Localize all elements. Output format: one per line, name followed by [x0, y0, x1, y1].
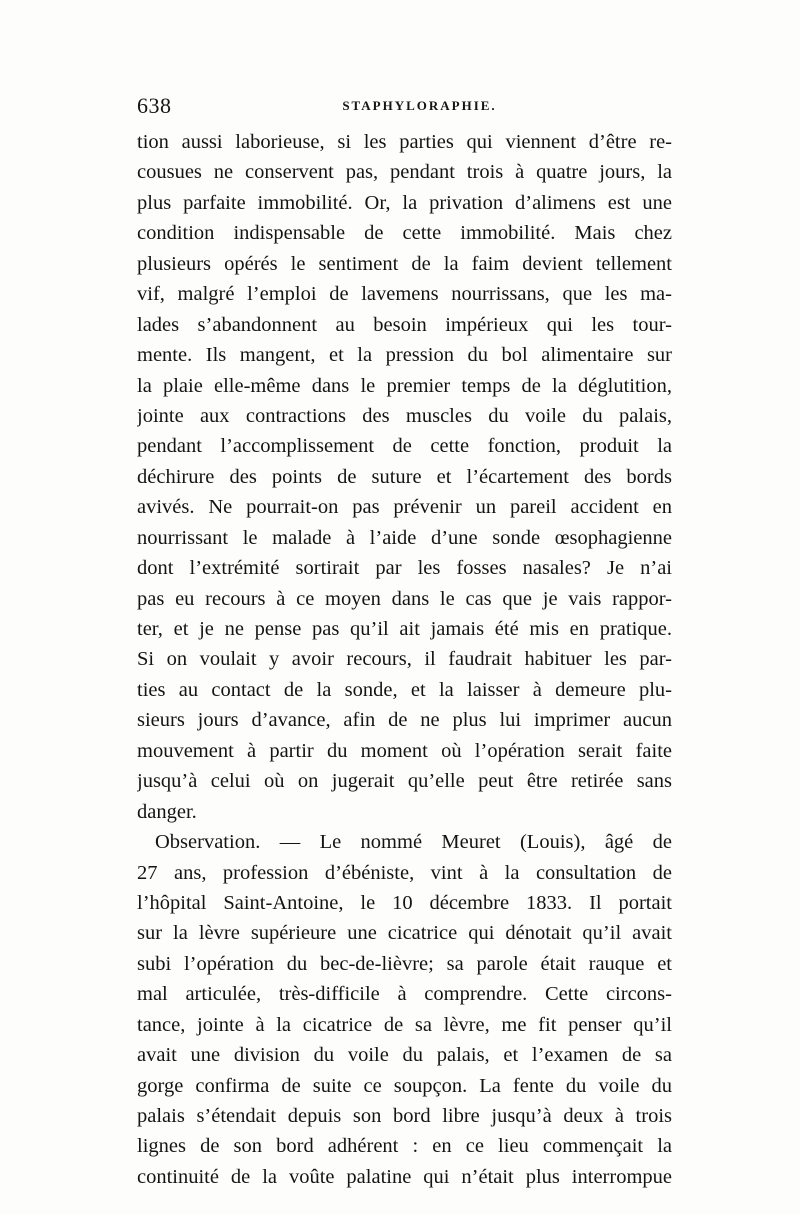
text-line: ties au contact de la sonde, et la laisser à demeure plu-	[137, 678, 672, 701]
text-line: vif, malgré l’emploi de lavemens nourrissans, que les ma-	[137, 283, 672, 306]
text-line: tion aussi laborieuse, si les parties qui viennent d’être re-	[137, 131, 672, 153]
text-line: 27 ans, profession d’ébéniste, vint à la consultation de	[137, 861, 672, 884]
body-text	[137, 127, 672, 1192]
text-line: dont l’extrémité sortirait par les fosses nasales? Je n’ai	[137, 557, 672, 580]
text-line: cousues ne conservent pas, pendant trois à quatre jours, la	[137, 161, 672, 184]
text-line: condition indispensable de cette immobilité. Mais chez	[137, 222, 672, 245]
observation-heading-line: Observation. — Le nommé Meuret (Louis), âgé de	[155, 831, 672, 854]
text-line: nourrissant le malade à l’aide d’une sonde œsophagienne	[137, 526, 672, 549]
text-line: Si on voulait y avoir recours, il faudrait habituer les par-	[137, 648, 672, 671]
text-line: continuité de la voûte palatine qui n’était plus interrompue	[137, 1165, 672, 1188]
text-line: déchirure des points de suture et l’écartement des bords	[137, 465, 672, 488]
text-line: danger.	[137, 800, 197, 823]
text-line: mouvement à partir du moment où l’opération serait faite	[137, 739, 672, 762]
running-head: STAPHYLORAPHIE.	[342, 98, 497, 113]
text-line: subi l’opération du bec-de-lièvre; sa parole était rauque et	[137, 952, 672, 975]
text-line: avait une division du voile du palais, et l’examen de sa	[137, 1044, 672, 1067]
text-line: plus parfaite immobilité. Or, la privation d’alimens est une	[137, 191, 672, 214]
text-line: sieurs jours d’avance, afin de ne plus lui imprimer aucun	[137, 709, 672, 732]
text-line: avivés. Ne pourrait-on pas prévenir un pareil accident en	[137, 496, 672, 519]
text-line: gorge confirma de suite ce soupçon. La fente du voile du	[137, 1074, 672, 1097]
page-header	[137, 92, 672, 120]
text-line: ter, et je ne pense pas qu’il ait jamais été mis en pratique.	[137, 618, 672, 640]
text-line: sur la lèvre supérieure une cicatrice qui dénotait qu’il avait	[137, 922, 672, 945]
text-line: la plaie elle-même dans le premier temps de la déglutition,	[137, 374, 672, 397]
text-line: l’hôpital Saint-Antoine, le 10 décembre 1833. Il portait	[137, 891, 672, 914]
page-number: 638	[137, 93, 172, 118]
text-line: mal articulée, très-difficile à comprendre. Cette circons-	[137, 983, 672, 1006]
text-line: tance, jointe à la cicatrice de sa lèvre, me fit penser qu’il	[137, 1013, 672, 1036]
text-line: pas eu recours à ce moyen dans le cas que je vais rappor-	[137, 587, 672, 610]
text-line: jointe aux contractions des muscles du voile du palais,	[137, 404, 672, 427]
text-line: lades s’abandonnent au besoin impérieux qui les tour-	[137, 313, 672, 336]
text-line: pendant l’accomplissement de cette fonction, produit la	[137, 435, 672, 458]
text-line: palais s’étendait depuis son bord libre jusqu’à deux à trois	[137, 1105, 672, 1127]
text-line: mente. Ils mangent, et la pression du bol alimentaire sur	[137, 344, 672, 367]
text-line: plusieurs opérés le sentiment de la faim devient tellement	[137, 252, 672, 275]
text-line: lignes de son bord adhérent : en ce lieu commençait la	[137, 1135, 672, 1158]
text-line: jusqu’à celui où on jugerait qu’elle peut être retirée sans	[137, 770, 672, 793]
